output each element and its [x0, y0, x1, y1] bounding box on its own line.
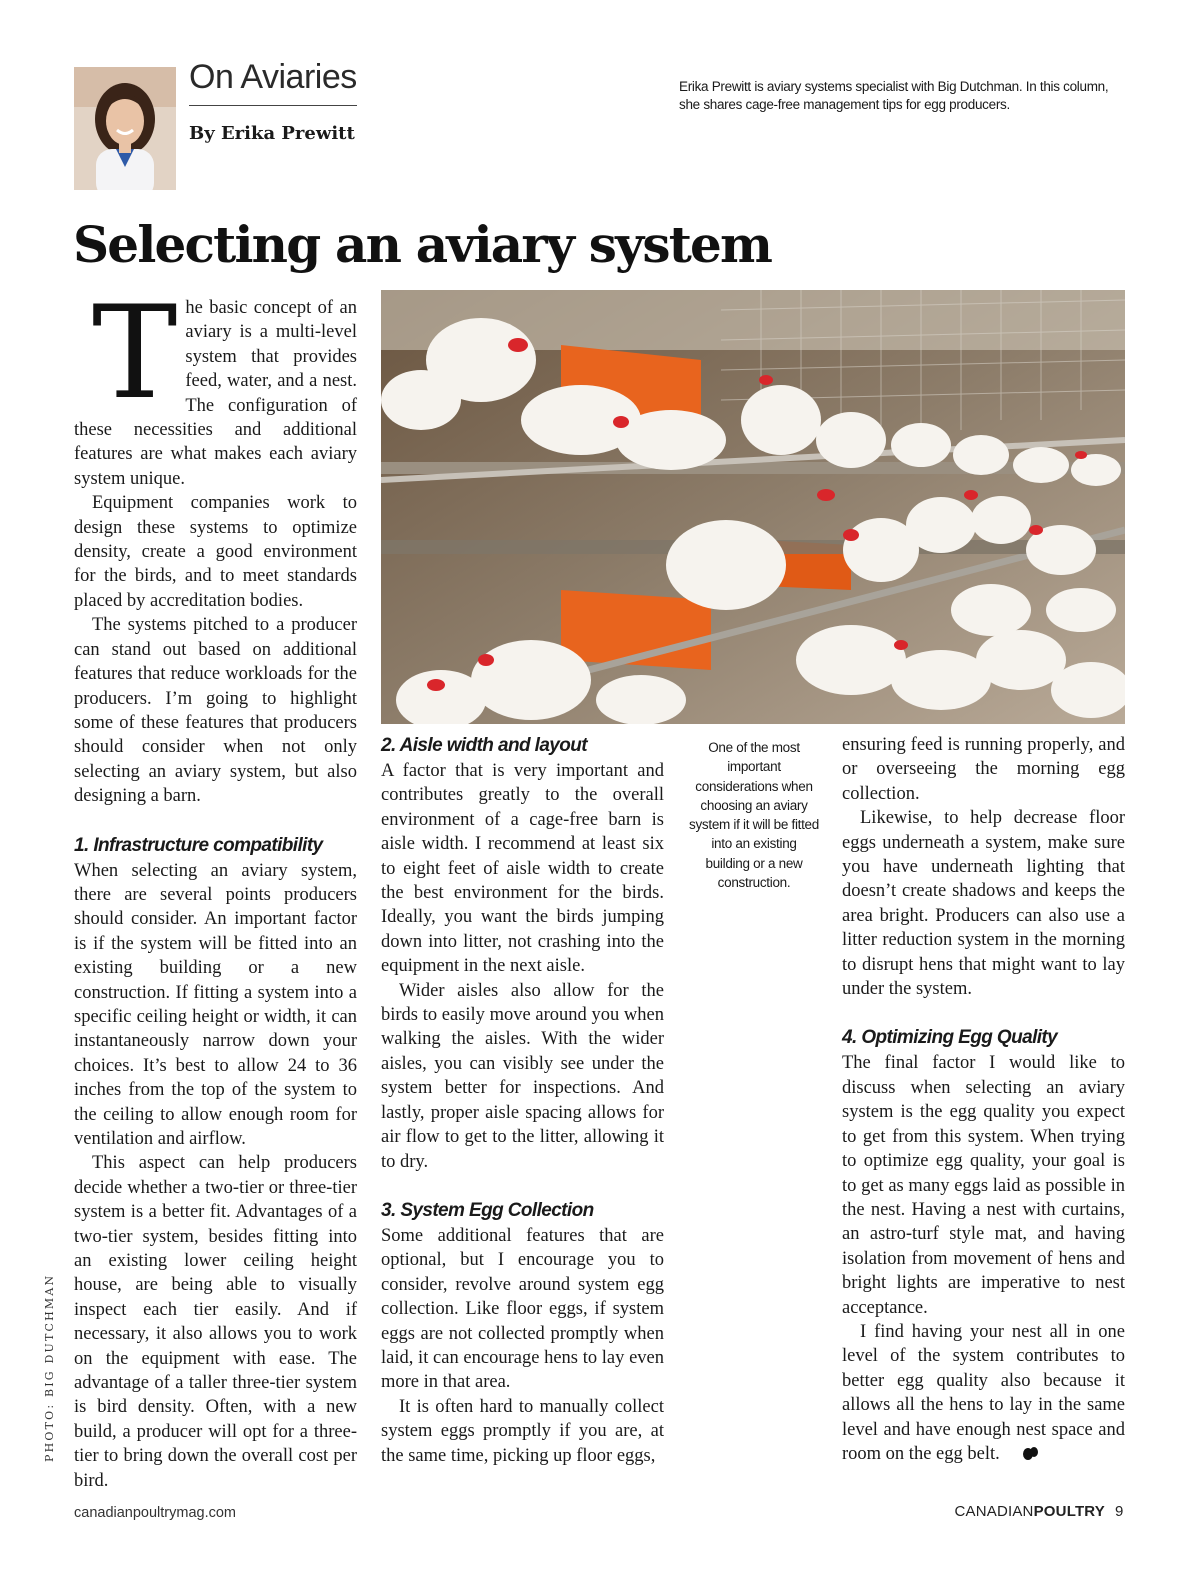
article-column-1 — [74, 279, 357, 1493]
page-number: 9 — [1115, 1503, 1124, 1520]
aviary-hens-photo — [381, 290, 1125, 724]
author-bio: Erika Prewitt is aviary systems specialist with Big Dutchman. In this column, she shares cage-free management tips for egg producers. — [679, 79, 1109, 112]
section-3-paragraph-1: Some additional features that are optional, but I encourage you to consider, revolve around system egg collection. Like floor eggs, if system eggs are not collected promptly when laid, it can encourage hens to lay even more in that area. — [381, 1225, 664, 1393]
intro-paragraph-3: The systems pitched to a producer can stand out based on additional features that reduce workloads for the producers. I’m going to highlight some of these features that producers should consider when not only selecting an aviary system, but also designing a barn. — [74, 615, 357, 807]
section-2-paragraph-2: Wider aisles also allow for the birds to easily move around you when walking the aisles. With the wider aisles, you can visibly see under the system better for inspections. And lastly, proper aisle spacing allows for air flow to get to the litter, allowing it to dry. — [381, 980, 664, 1172]
column-name-rule — [189, 105, 357, 106]
article-column-3 — [842, 733, 1125, 1466]
photo-caption: One of the most important considerations when choosing an aviary system if it will be fitted into an existing building or a new construction. — [689, 740, 819, 891]
section-4-paragraph-2: I find having your nest all in one level of the system contributes to better egg quality also because it allows all the hens to lay in the same level and have enough nest space and room on the egg belt. — [842, 1321, 1125, 1464]
photo-credit: PHOTO: BIG DUTCHMAN — [43, 1273, 56, 1462]
section-3-paragraph-2: It is often hard to manually collect system eggs promptly if you are, at the same time, picking up floor eggs, — [381, 1396, 664, 1466]
section-3-paragraph-3: Likewise, to help decrease floor eggs underneath a system, make sure you have underneath lighting that doesn’t create shadows and keeps the area bright. Producers can also use a litter reduction system in the morning to disrupt hens that might want to lay under the system. — [842, 808, 1125, 1000]
section-4-heading: 4. Optimizing Egg Quality — [842, 1027, 1058, 1049]
article-column-2 — [381, 733, 664, 1468]
column-name: On Aviaries — [189, 58, 357, 96]
end-mark-icon — [1004, 1443, 1020, 1457]
footer-magazine-name: CANADIANPOULTRY — [954, 1503, 1105, 1520]
section-2-paragraph-1: A factor that is very important and contributes greatly to the overall environment of a cage-free barn is aisle width. I recommend at least six to eight feet of aisle width to create the best environment for the birds. Ideally, you want the birds jumping down into litter, not crashing into the equipment in the next aisle. — [381, 761, 664, 977]
section-1-paragraph-1: When selecting an aviary system, there are several points producers should consider. An important factor is if the system will be fitted into an existing building or a new construction. If fitting a system into a specific ceiling height or width, it can instantaneously narrow down your choices. It’s best to allow 24 to 36 inches from the top of the system to the ceiling to allow enough room for ventilation and airflow. — [74, 860, 357, 1149]
drop-cap: T — [92, 279, 178, 428]
byline: By Erika Prewitt — [189, 123, 355, 144]
intro-paragraph-2: Equipment companies work to design these systems to optimize density, create a good environment for the birds, and to meet standards placed by accreditation bodies. — [74, 493, 357, 611]
footer-website: canadianpoultrymag.com — [74, 1505, 237, 1521]
section-3-heading: 3. System Egg Collection — [381, 1199, 594, 1221]
intro-paragraph-1: The basic concept of an aviary is a multi-level system that provides feed, water, and a nest. The configuration of these necessities and additional features are what makes each aviary system unique. — [74, 279, 357, 489]
article-headline: Selecting an aviary system — [73, 215, 772, 274]
section-3-paragraph-2-continued: ensuring feed is running properly, and or overseeing the morning egg collection. — [842, 735, 1125, 804]
section-2-heading: 2. Aisle width and layout — [381, 735, 587, 756]
section-1-heading: 1. Infrastructure compatibility — [74, 834, 323, 856]
section-1-paragraph-2: This aspect can help producers decide whether a two-tier or three-tier system is a better fit. Advantages of a two-tier system, besides fitting into an existing lower ceiling height house, are being able to visually inspect each tier easily. And if necessary, it also allows you to work on the equipment with ease. The advantage of a taller three-tier system is bird density. Often, with a new build, a producer will opt for a three-tier to bring down the overall cost per bird. — [74, 1153, 357, 1491]
author-headshot — [74, 67, 176, 190]
section-4-paragraph-1: The final factor I would like to discuss when selecting an aviary system is the egg quality you expect to get from this system. When trying to optimize egg quality, your goal is to get as many eggs laid as possible in the nest. Having a nest with curtains, an astro-turf style mat, and having isolation from movement of hens and bright lights are imperative to nest acceptance. — [842, 1053, 1125, 1318]
